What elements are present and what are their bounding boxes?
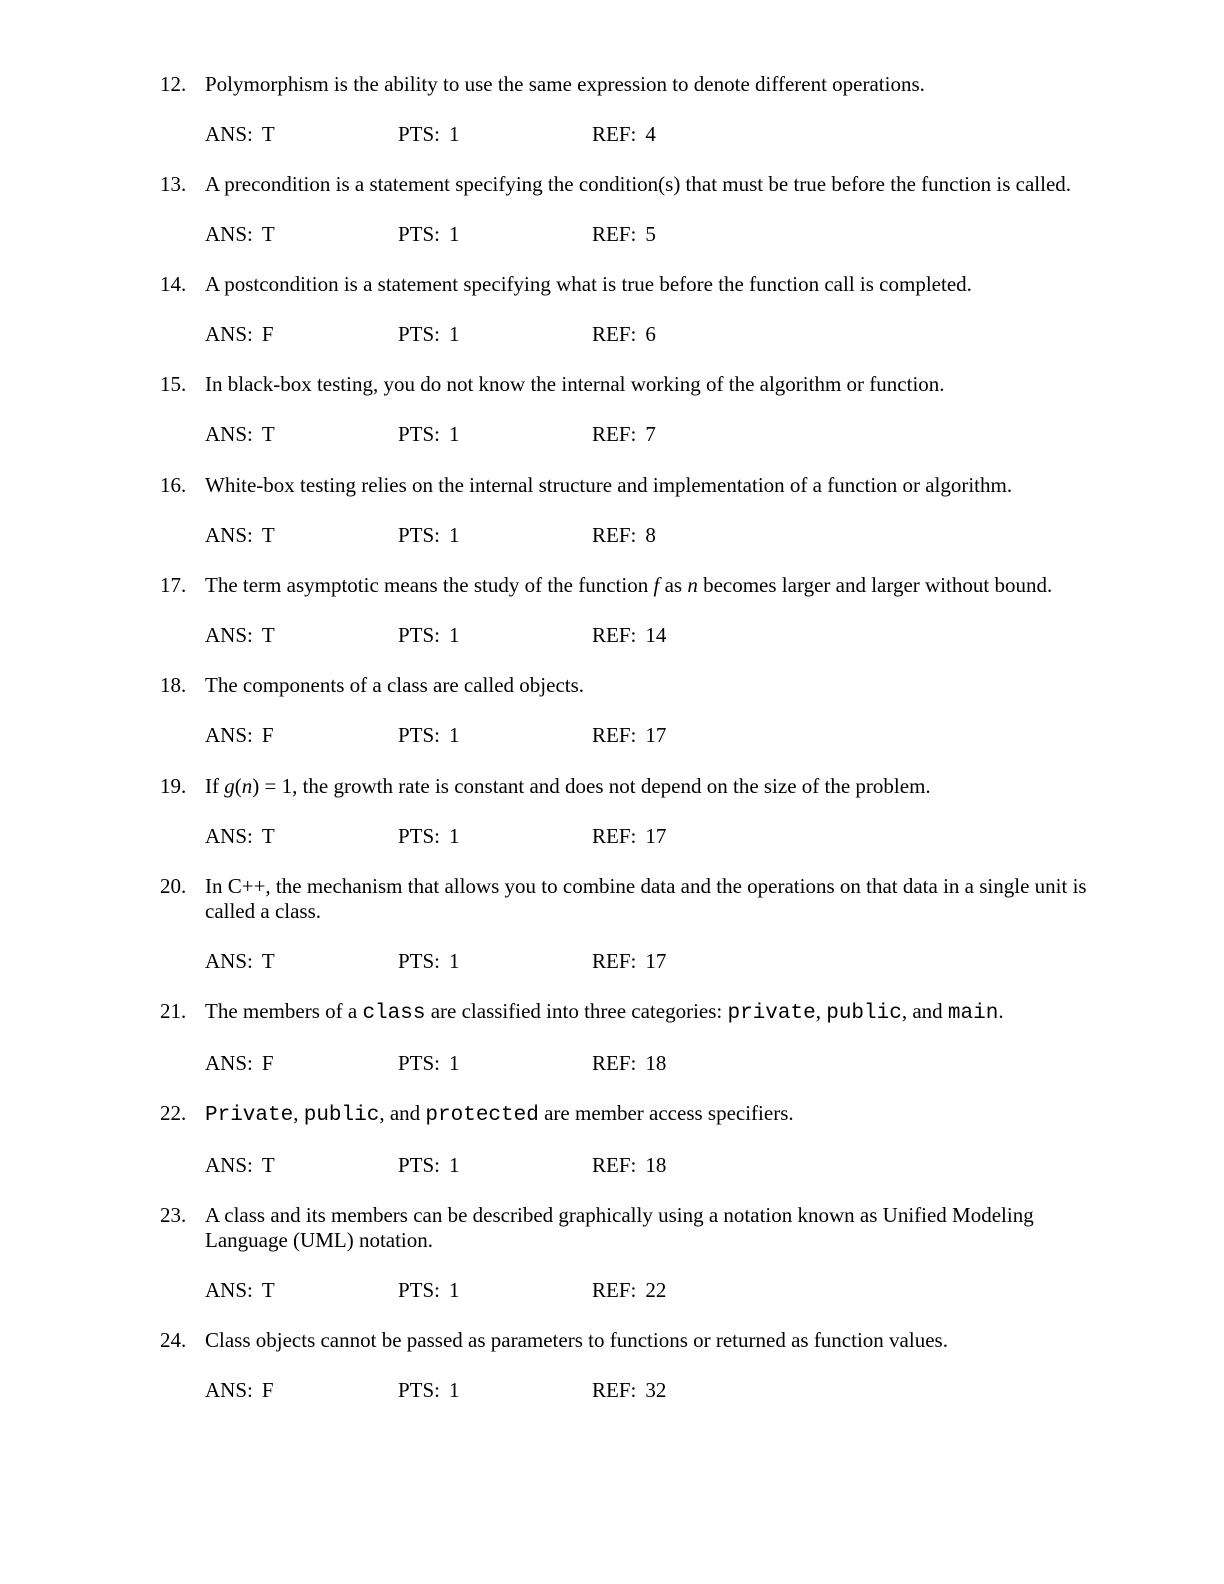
question-item xyxy=(160,473,1120,548)
points-label: PTS: xyxy=(398,122,441,146)
points-field xyxy=(398,322,460,347)
question-number: 19. xyxy=(160,774,187,798)
answer-field xyxy=(205,222,275,247)
points-value: 1 xyxy=(449,1153,460,1177)
question-number: 20. xyxy=(160,874,187,898)
question-number: 16. xyxy=(160,473,187,497)
question-text-part: , xyxy=(293,1101,304,1125)
reference-label: REF: xyxy=(592,1278,637,1302)
reference-label: REF: xyxy=(592,949,637,973)
question-text-part: The term asymptotic means the study of the function xyxy=(205,573,654,597)
reference-value: 4 xyxy=(645,122,656,146)
question-text xyxy=(205,72,1120,97)
question-text-part: g xyxy=(224,774,235,798)
reference-field xyxy=(592,723,666,748)
answer-row xyxy=(205,222,1120,247)
reference-label: REF: xyxy=(592,322,637,346)
answer-value: F xyxy=(261,723,274,747)
points-label: PTS: xyxy=(398,623,441,647)
question-text-part: In black-box testing, you do not know the internal working of the algorithm or function. xyxy=(205,372,945,396)
answer-value: T xyxy=(261,122,275,146)
points-field xyxy=(398,1378,460,1403)
question-text-part: as xyxy=(659,573,688,597)
question-row xyxy=(160,473,1120,498)
question-row xyxy=(160,1328,1120,1353)
reference-field xyxy=(592,1378,666,1403)
answer-value: F xyxy=(261,322,274,346)
answer-field xyxy=(205,1278,275,1303)
reference-field xyxy=(592,322,656,347)
points-field xyxy=(398,1051,460,1076)
question-row xyxy=(160,874,1120,924)
points-label: PTS: xyxy=(398,723,441,747)
points-value: 1 xyxy=(449,824,460,848)
points-field xyxy=(398,523,460,548)
question-text xyxy=(205,999,1120,1026)
question-row xyxy=(160,1203,1120,1253)
reference-label: REF: xyxy=(592,1051,637,1075)
answer-label: ANS: xyxy=(205,1153,253,1177)
answer-field xyxy=(205,322,274,347)
reference-field xyxy=(592,623,666,648)
question-text-part: f xyxy=(653,573,660,597)
question-text-part: A postcondition is a statement specifying what is true before the function call is completed. xyxy=(205,272,972,296)
question-number: 24. xyxy=(160,1328,187,1352)
question-number: 12. xyxy=(160,72,187,96)
question-row xyxy=(160,272,1120,297)
points-field xyxy=(398,1153,460,1178)
question-row xyxy=(160,673,1120,698)
question-row xyxy=(160,999,1120,1026)
question-row xyxy=(160,72,1120,97)
reference-field xyxy=(592,1278,666,1303)
reference-field xyxy=(592,523,656,548)
question-item xyxy=(160,999,1120,1076)
reference-value: 32 xyxy=(645,1378,667,1402)
answer-label: ANS: xyxy=(205,222,253,246)
question-item xyxy=(160,1101,1120,1178)
question-text-part: A precondition is a statement specifying the condition(s) that must be true before the function is called. xyxy=(205,172,1072,196)
answer-row xyxy=(205,1051,1120,1076)
answer-value: T xyxy=(261,523,275,547)
question-number: 18. xyxy=(160,673,187,697)
question-text xyxy=(205,1328,1120,1353)
reference-value: 17 xyxy=(645,723,667,747)
points-value: 1 xyxy=(449,122,460,146)
points-field xyxy=(398,949,460,974)
points-field xyxy=(398,824,460,849)
answer-label: ANS: xyxy=(205,949,253,973)
reference-label: REF: xyxy=(592,723,637,747)
question-item xyxy=(160,172,1120,247)
question-text-part: Private xyxy=(205,1104,294,1127)
points-value: 1 xyxy=(449,222,460,246)
answer-field xyxy=(205,623,275,648)
question-text-part: The components of a class are called objects. xyxy=(205,673,585,697)
points-value: 1 xyxy=(449,422,460,446)
question-item xyxy=(160,272,1120,347)
question-text-part: public xyxy=(826,1002,902,1025)
question-item xyxy=(160,774,1120,849)
question-text-part: White-box testing relies on the internal structure and implementation of a function or algorithm. xyxy=(205,473,1013,497)
points-value: 1 xyxy=(449,1278,460,1302)
points-label: PTS: xyxy=(398,1278,441,1302)
reference-value: 8 xyxy=(645,523,656,547)
reference-field xyxy=(592,824,666,849)
answer-row xyxy=(205,322,1120,347)
question-number: 17. xyxy=(160,573,187,597)
question-text-part: , and xyxy=(901,999,948,1023)
points-value: 1 xyxy=(449,949,460,973)
answer-value: T xyxy=(261,949,275,973)
answer-value: T xyxy=(261,1153,275,1177)
reference-value: 14 xyxy=(645,623,667,647)
question-number: 14. xyxy=(160,272,187,296)
question-text-part: public xyxy=(303,1104,380,1127)
question-text xyxy=(205,1101,1120,1128)
reference-value: 6 xyxy=(645,322,656,346)
points-value: 1 xyxy=(449,1378,460,1402)
answer-value: T xyxy=(261,824,275,848)
points-label: PTS: xyxy=(398,1153,441,1177)
reference-value: 18 xyxy=(645,1153,667,1177)
question-item xyxy=(160,673,1120,748)
points-label: PTS: xyxy=(398,949,441,973)
answer-field xyxy=(205,1153,275,1178)
answer-label: ANS: xyxy=(205,723,253,747)
question-item xyxy=(160,1328,1120,1403)
question-number: 15. xyxy=(160,372,187,396)
question-text xyxy=(205,573,1120,598)
answer-row xyxy=(205,824,1120,849)
points-label: PTS: xyxy=(398,322,441,346)
reference-label: REF: xyxy=(592,1153,637,1177)
reference-value: 17 xyxy=(645,949,667,973)
answer-field xyxy=(205,523,275,548)
answer-value: T xyxy=(261,623,275,647)
question-item xyxy=(160,1203,1120,1303)
question-text-part: n xyxy=(687,573,698,597)
points-value: 1 xyxy=(449,723,460,747)
answer-value: T xyxy=(261,1278,275,1302)
question-text-part: A class and its members can be described graphically using a notation known as Unified Modeling Language (UML) notation. xyxy=(205,1203,1034,1252)
reference-field xyxy=(592,122,656,147)
reference-field xyxy=(592,949,666,974)
points-field xyxy=(398,222,460,247)
question-text xyxy=(205,372,1120,397)
question-text-part: . xyxy=(998,999,1004,1023)
question-text-part: main xyxy=(947,1002,999,1025)
points-value: 1 xyxy=(449,623,460,647)
question-row xyxy=(160,1101,1120,1128)
question-text-part: ) = 1, the growth rate is constant and does not depend on the size of the problem. xyxy=(252,774,931,798)
question-text xyxy=(205,172,1120,197)
points-field xyxy=(398,723,460,748)
answer-field xyxy=(205,422,275,447)
reference-field xyxy=(592,222,656,247)
question-row xyxy=(160,573,1120,598)
question-text-part: private xyxy=(727,1002,816,1025)
question-item xyxy=(160,573,1120,648)
answer-value: T xyxy=(261,222,275,246)
question-text xyxy=(205,272,1120,297)
question-text-part: protected xyxy=(425,1104,539,1127)
question-number: 23. xyxy=(160,1203,187,1227)
answer-row xyxy=(205,122,1120,147)
question-number: 22. xyxy=(160,1101,187,1125)
answer-field xyxy=(205,1051,274,1076)
points-value: 1 xyxy=(449,322,460,346)
reference-label: REF: xyxy=(592,623,637,647)
question-text xyxy=(205,673,1120,698)
answer-row xyxy=(205,1278,1120,1303)
question-text xyxy=(205,774,1120,799)
answer-label: ANS: xyxy=(205,523,253,547)
points-label: PTS: xyxy=(398,422,441,446)
question-item xyxy=(160,72,1120,147)
answer-label: ANS: xyxy=(205,1051,253,1075)
answer-value: F xyxy=(261,1051,274,1075)
question-text-part: If xyxy=(205,774,225,798)
question-text-part: becomes larger and larger without bound. xyxy=(697,573,1053,597)
question-text-part: are member access specifiers. xyxy=(538,1101,794,1125)
question-text-part: In C++, the mechanism that allows you to combine data and the operations on that data in a single unit is called a class. xyxy=(205,874,1087,923)
question-text xyxy=(205,473,1120,498)
question-text-part: Class objects cannot be passed as parameters to functions or returned as function values. xyxy=(205,1328,948,1352)
question-row xyxy=(160,372,1120,397)
answer-row xyxy=(205,1153,1120,1178)
reference-label: REF: xyxy=(592,1378,637,1402)
question-text-part: , and xyxy=(379,1101,426,1125)
points-field xyxy=(398,623,460,648)
question-text-part: , xyxy=(815,999,827,1023)
question-number: 21. xyxy=(160,999,187,1023)
reference-field xyxy=(592,1153,666,1178)
answer-label: ANS: xyxy=(205,1278,253,1302)
points-label: PTS: xyxy=(398,222,441,246)
question-row xyxy=(160,774,1120,799)
reference-label: REF: xyxy=(592,222,637,246)
points-label: PTS: xyxy=(398,1051,441,1075)
answer-value: T xyxy=(261,422,275,446)
reference-value: 5 xyxy=(645,222,656,246)
answer-field xyxy=(205,723,274,748)
answer-row xyxy=(205,523,1120,548)
answer-row xyxy=(205,723,1120,748)
points-label: PTS: xyxy=(398,824,441,848)
answer-row xyxy=(205,1378,1120,1403)
question-text-part: n xyxy=(241,774,253,798)
question-row xyxy=(160,172,1120,197)
reference-value: 7 xyxy=(645,422,656,446)
answer-row xyxy=(205,949,1120,974)
reference-label: REF: xyxy=(592,422,637,446)
answer-field xyxy=(205,122,275,147)
points-value: 1 xyxy=(449,1051,460,1075)
question-text-part: ( xyxy=(234,774,242,798)
question-text-part: are classified into three categories: xyxy=(425,999,728,1023)
question-item xyxy=(160,874,1120,974)
points-label: PTS: xyxy=(398,1378,441,1402)
points-field xyxy=(398,422,460,447)
answer-label: ANS: xyxy=(205,623,253,647)
question-item xyxy=(160,372,1120,447)
question-text-part: class xyxy=(362,1002,426,1025)
question-text xyxy=(205,874,1120,924)
reference-value: 22 xyxy=(645,1278,667,1302)
reference-value: 17 xyxy=(645,824,667,848)
reference-value: 18 xyxy=(645,1051,667,1075)
answer-label: ANS: xyxy=(205,322,253,346)
answer-field xyxy=(205,949,275,974)
points-field xyxy=(398,122,460,147)
answer-row xyxy=(205,422,1120,447)
reference-field xyxy=(592,422,656,447)
answer-field xyxy=(205,824,275,849)
answer-label: ANS: xyxy=(205,824,253,848)
question-text-part: The members of a xyxy=(205,999,363,1023)
question-text xyxy=(205,1203,1120,1253)
answer-label: ANS: xyxy=(205,422,253,446)
answer-value: F xyxy=(261,1378,274,1402)
answer-label: ANS: xyxy=(205,1378,253,1402)
answer-row xyxy=(205,623,1120,648)
reference-field xyxy=(592,1051,666,1076)
points-value: 1 xyxy=(449,523,460,547)
reference-label: REF: xyxy=(592,824,637,848)
points-label: PTS: xyxy=(398,523,441,547)
answer-label: ANS: xyxy=(205,122,253,146)
question-text-part: Polymorphism is the ability to use the same expression to denote different operations. xyxy=(205,72,925,96)
points-field xyxy=(398,1278,460,1303)
question-number: 13. xyxy=(160,172,187,196)
reference-label: REF: xyxy=(592,122,637,146)
reference-label: REF: xyxy=(592,523,637,547)
answer-field xyxy=(205,1378,274,1403)
